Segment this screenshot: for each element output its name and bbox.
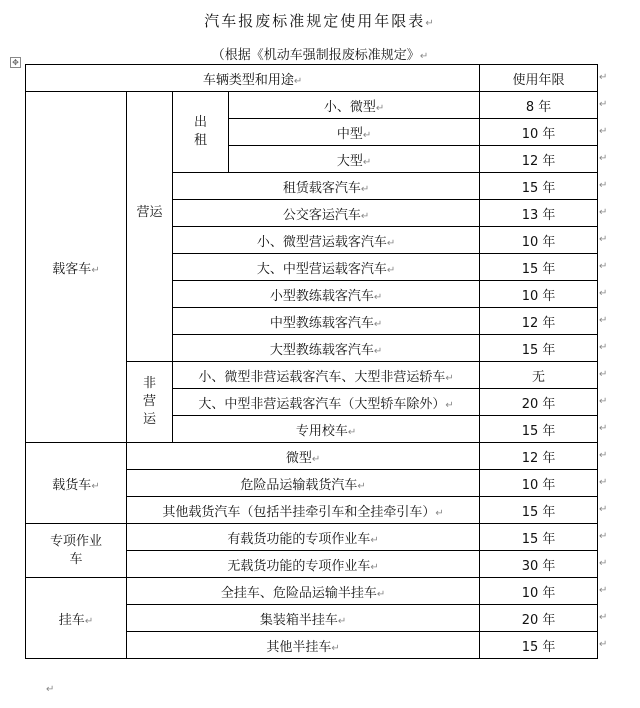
group-taxi: 出租: [173, 92, 229, 173]
row-years: 15 年: [480, 524, 598, 551]
row-type: 中型↵: [229, 119, 480, 146]
group-special: 专项作业车: [26, 524, 127, 578]
row-years: 10 年: [480, 470, 598, 497]
table-move-handle-icon[interactable]: ✥: [10, 57, 21, 68]
row-end-mark-icon: ↵: [599, 531, 608, 542]
row-end-mark-icon: ↵: [599, 612, 608, 623]
row-years: 8 年: [480, 92, 598, 119]
row-end-mark-icon: ↵: [599, 504, 608, 515]
page-subtitle: （根据《机动车强制报废标准规定》↵: [211, 48, 429, 63]
row-end-mark-icon: ↵: [599, 396, 608, 407]
row-type: 大、中型非营运载客汽车（大型轿车除外）↵: [173, 389, 480, 416]
row-type: 有载货功能的专项作业车↵: [127, 524, 480, 551]
row-years: 15 年: [480, 416, 598, 443]
row-type: 全挂车、危险品运输半挂车↵: [127, 578, 480, 605]
row-end-mark-icon: ↵: [599, 423, 608, 434]
row-years: 10 年: [480, 578, 598, 605]
table-row: [26, 443, 598, 470]
group-passenger: 载客车↵: [26, 92, 127, 443]
row-end-mark-icon: ↵: [599, 207, 608, 218]
row-type: 小、微型营运载客汽车↵: [173, 227, 480, 254]
row-end-mark-icon: ↵: [599, 153, 608, 164]
row-end-mark-icon: ↵: [599, 99, 608, 110]
paragraph-mark-icon: ↵: [46, 684, 55, 695]
row-years: 20 年: [480, 605, 598, 632]
row-end-mark-icon: ↵: [599, 234, 608, 245]
group-freight: 载货车↵: [26, 443, 127, 524]
row-end-mark-icon: ↵: [599, 450, 608, 461]
row-end-mark-icon: ↵: [599, 261, 608, 272]
row-years: 10 年: [480, 281, 598, 308]
group-operating: 营运: [127, 92, 173, 362]
row-years: 12 年: [480, 443, 598, 470]
row-type: 大、中型营运载客汽车↵: [173, 254, 480, 281]
header-vehicle-type: 车辆类型和用途↵: [26, 65, 480, 92]
row-end-mark-icon: ↵: [599, 369, 608, 380]
row-end-mark-icon: ↵: [599, 126, 608, 137]
row-type: 其他载货汽车（包括半挂牵引车和全挂牵引车）↵: [127, 497, 480, 524]
row-years: 12 年: [480, 146, 598, 173]
row-end-mark-icon: ↵: [599, 585, 608, 596]
table-row: [26, 92, 598, 119]
row-type: 其他半挂车↵: [127, 632, 480, 659]
row-type: 危险品运输载货汽车↵: [127, 470, 480, 497]
scrap-years-table: [25, 64, 598, 659]
table-header-row: [26, 65, 598, 92]
row-years: 15 年: [480, 173, 598, 200]
row-years: 15 年: [480, 632, 598, 659]
row-years: 无: [480, 362, 598, 389]
row-years: 13 年: [480, 200, 598, 227]
row-years: 10 年: [480, 119, 598, 146]
row-type: 无载货功能的专项作业车↵: [127, 551, 480, 578]
group-trailer: 挂车↵: [26, 578, 127, 659]
row-years: 12 年: [480, 308, 598, 335]
row-end-mark-icon: ↵: [599, 315, 608, 326]
row-years: 15 年: [480, 254, 598, 281]
table-row: [26, 524, 598, 551]
row-years: 20 年: [480, 389, 598, 416]
row-end-mark-icon: ↵: [599, 477, 608, 488]
row-type: 大型↵: [229, 146, 480, 173]
row-type: 小、微型非营运载客汽车、大型非营运轿车↵: [173, 362, 480, 389]
row-type: 集装箱半挂车↵: [127, 605, 480, 632]
row-end-mark-icon: ↵: [599, 342, 608, 353]
row-type: 专用校车↵: [173, 416, 480, 443]
table-row: [26, 578, 598, 605]
row-type: 中型教练载客汽车↵: [173, 308, 480, 335]
row-years: 15 年: [480, 335, 598, 362]
row-years: 30 年: [480, 551, 598, 578]
row-type: 小、微型↵: [229, 92, 480, 119]
row-type: 公交客运汽车↵: [173, 200, 480, 227]
row-type: 微型↵: [127, 443, 480, 470]
row-type: 小型教练载客汽车↵: [173, 281, 480, 308]
row-type: 租赁载客汽车↵: [173, 173, 480, 200]
row-end-mark-icon: ↵: [599, 72, 608, 83]
group-non-operating: 非营运: [127, 362, 173, 443]
row-end-mark-icon: ↵: [599, 180, 608, 191]
row-years: 15 年: [480, 497, 598, 524]
row-type: 大型教练载客汽车↵: [173, 335, 480, 362]
header-years: 使用年限: [480, 65, 598, 92]
row-end-mark-icon: ↵: [599, 639, 608, 650]
row-years: 10 年: [480, 227, 598, 254]
row-end-mark-icon: ↵: [599, 288, 608, 299]
page-title: 汽车报废标准规定使用年限表↵: [204, 12, 436, 30]
row-end-mark-icon: ↵: [599, 558, 608, 569]
